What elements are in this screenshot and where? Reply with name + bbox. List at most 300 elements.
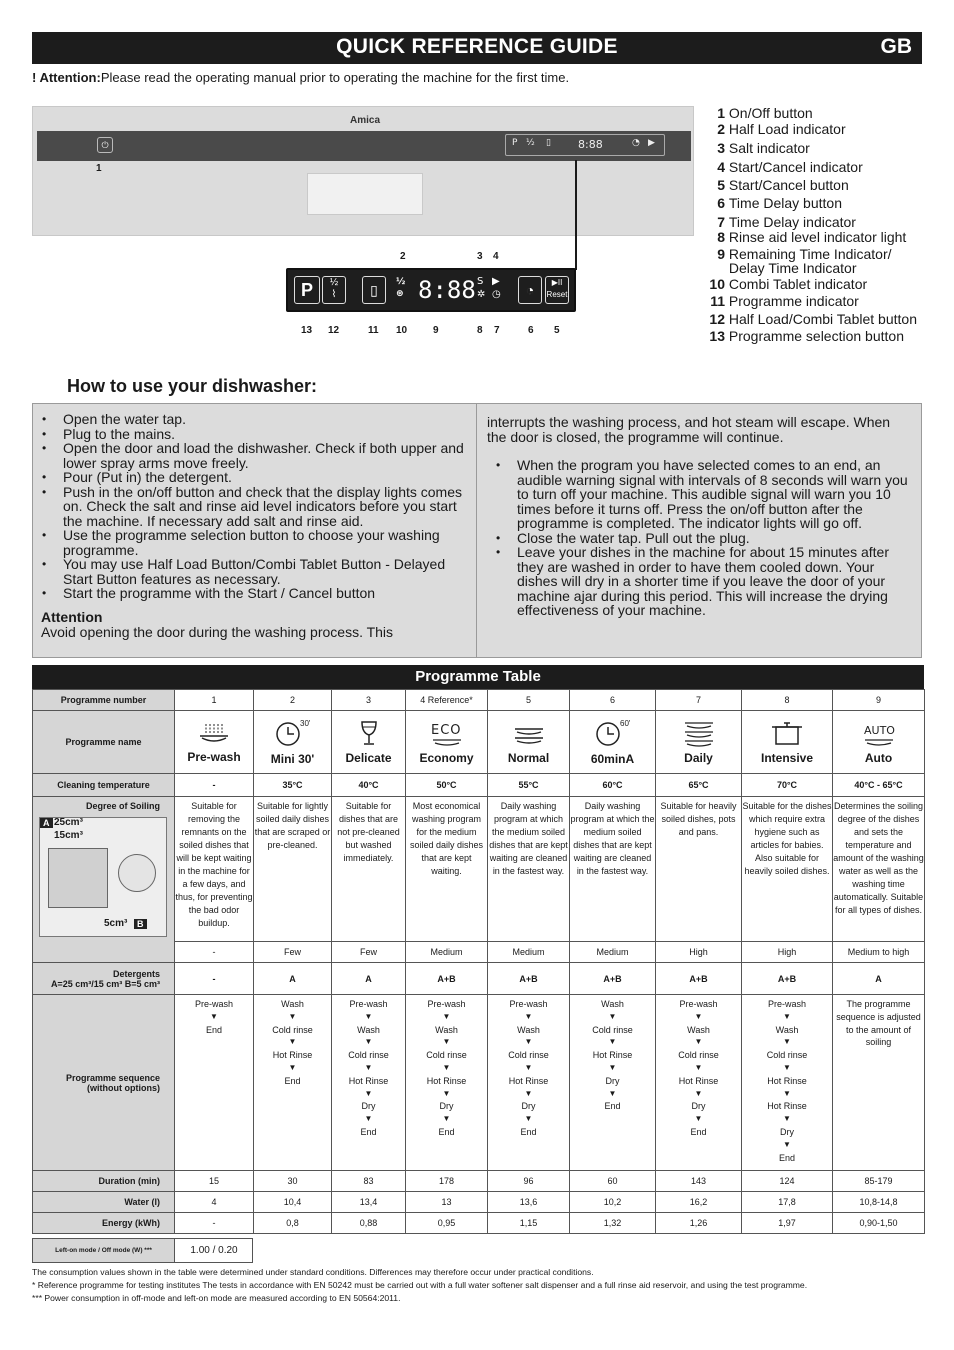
- programme-number: 8: [742, 690, 833, 711]
- programme-name: 60minA: [590, 752, 635, 766]
- soiling-label-cell: [33, 797, 175, 963]
- callout-4: 4: [493, 251, 499, 262]
- prewash-icon: [197, 720, 231, 746]
- duration-value: 124: [742, 1171, 833, 1192]
- water-value: 4: [175, 1192, 254, 1213]
- energy-value: 1,26: [656, 1213, 742, 1234]
- row-label: Duration (min): [33, 1171, 175, 1192]
- left-on-mode-box: [32, 1238, 253, 1263]
- sequence-arrow: ▼: [524, 1011, 533, 1021]
- dispenser-a-15: 15cm³: [54, 830, 83, 841]
- programme-sequence: [488, 995, 570, 1171]
- list-item: • Close the water tap. Pull out the plug.: [487, 531, 909, 546]
- sequence-step: Wash: [357, 1024, 380, 1035]
- footnote: * Reference programme for testing institutes The tests in accordance with EN 50242 must be carried out with a full water softener salt dispenser and a full rinse aid reservoir, and using the test programme.: [32, 1280, 808, 1290]
- auto-icon: [859, 719, 899, 747]
- programme-sequence: [332, 995, 406, 1171]
- soiling-level: Few: [332, 942, 406, 963]
- energy-value: 0,90-1,50: [833, 1213, 925, 1234]
- temperature-value: 65°C: [656, 774, 742, 797]
- sequence-arrow: ▼: [694, 1011, 703, 1021]
- programme-sequence: [570, 995, 656, 1171]
- brand-logo: Amica: [350, 115, 381, 126]
- programme-name: Normal: [507, 751, 550, 765]
- water-value: 13,6: [488, 1192, 570, 1213]
- eco-icon: [427, 719, 467, 747]
- salt-rinse-indicator-icon: S ✲: [477, 276, 486, 300]
- row-soiling-description: [33, 797, 925, 942]
- howto-heading: How to use your dishwasher:: [67, 376, 318, 396]
- programme-name-cell: [570, 711, 656, 774]
- daily-icon: [681, 719, 717, 747]
- soiling-description: Suitable for heavily soiled dishes, pots and pans.: [656, 797, 742, 942]
- programme-number: 1: [175, 690, 254, 711]
- soiling-level: Medium to high: [833, 942, 925, 963]
- sequence-arrow: ▼: [364, 1011, 373, 1021]
- programme-table: [32, 689, 925, 1234]
- programme-indicator: ▯: [362, 276, 386, 304]
- sequence-step: Dry: [521, 1101, 536, 1112]
- list-item: • Open the door and load the dishwasher. Check if both upper and lower spray arms move freely.: [33, 441, 468, 470]
- half-load-button: ½ ⌇: [322, 276, 346, 304]
- programme-number: 9: [833, 690, 925, 711]
- sequence-step: Hot Rinse: [592, 1050, 633, 1061]
- sequence-step: Wash: [517, 1024, 540, 1035]
- list-item: • Use the programme selection button to choose your washing programme.: [33, 528, 468, 557]
- detergent-value: A: [833, 963, 925, 995]
- left-on-mode-label: Left-on mode / Off mode (W) ***: [33, 1239, 175, 1262]
- legend-item: 3 Salt indicator: [717, 140, 810, 156]
- leader-line: [575, 160, 577, 270]
- callout-10: 10: [396, 325, 408, 336]
- row-detergents: [33, 963, 925, 995]
- programme-number: 5: [488, 690, 570, 711]
- duration-value: 15: [175, 1171, 254, 1192]
- control-panel-zoom: [286, 268, 576, 312]
- detergent-value: -: [175, 963, 254, 995]
- programme-name-cell: [833, 711, 925, 774]
- sequence-step: End: [284, 1075, 301, 1086]
- legend-item: 9 Remaining Time Indicator/ Delay Time Indicator: [717, 246, 892, 276]
- energy-value: 0,8: [254, 1213, 332, 1234]
- duration-value: 60: [570, 1171, 656, 1192]
- sequence-arrow: ▼: [442, 1037, 451, 1047]
- soiling-description: Daily washing program at which the medium soiled dishes that are kept waiting are cleaned in the fastest way.: [488, 797, 570, 942]
- sequence-step: Wash: [435, 1024, 458, 1035]
- water-value: 13: [406, 1192, 488, 1213]
- sequence-step: Hot Rinse: [348, 1075, 389, 1086]
- programme-number: 2: [254, 690, 332, 711]
- sequence-step: Pre-wash: [509, 999, 548, 1009]
- callout-1: 1: [96, 163, 102, 174]
- programme-name: Daily: [684, 751, 713, 765]
- list-item: • Pour (Put in) the detergent.: [33, 470, 468, 485]
- water-value: 10,2: [570, 1192, 656, 1213]
- legend-item: 13 Programme selection button: [709, 328, 904, 344]
- sequence-arrow: ▼: [608, 1088, 617, 1098]
- row-programme-sequence: [33, 995, 925, 1171]
- attention-heading: Attention: [41, 608, 103, 625]
- eco-label: ECO: [430, 723, 462, 738]
- duration-value: 83: [332, 1171, 406, 1192]
- duration-value: 178: [406, 1171, 488, 1192]
- list-item: • Leave your dishes in the machine for about 15 minutes after they are washed in order to have them cooled down. Your dishes will dry in a shorter time if you leave the door of your machine ajar during this period. This will increase the drying effectiveness of your machine.: [487, 545, 909, 618]
- programme-p-icon: P: [512, 138, 518, 148]
- sequence-arrow: ▼: [524, 1037, 533, 1047]
- temperature-value: 40°C: [332, 774, 406, 797]
- temperature-value: 55°C: [488, 774, 570, 797]
- programme-sequence: [656, 995, 742, 1171]
- programme-sequence: [833, 995, 925, 1171]
- soiling-description: Suitable for dishes that are not pre-cleaned but washed immediately.: [332, 797, 406, 942]
- footnote: *** Power consumption in off-mode and left-on mode are measured according to EN 50564:2011.: [32, 1293, 401, 1303]
- legend-item: 7 Time Delay indicator: [717, 214, 856, 230]
- row-programme-number: [33, 690, 925, 711]
- legend-item: 12 Half Load/Combi Tablet button: [709, 311, 917, 327]
- sequence-step: Dry: [605, 1075, 620, 1086]
- time-display: 8:88: [418, 276, 476, 304]
- programme-sequence: [742, 995, 833, 1171]
- sequence-arrow: ▼: [364, 1088, 373, 1098]
- programme-number: 6: [570, 690, 656, 711]
- normal-icon: [511, 719, 547, 747]
- howto-left-column: [33, 404, 477, 657]
- sequence-step: End: [690, 1126, 707, 1137]
- howto-right-column: [477, 404, 921, 657]
- sequence-arrow: ▼: [524, 1088, 533, 1098]
- energy-value: 1,15: [488, 1213, 570, 1234]
- door-handle: [307, 173, 423, 215]
- dispenser-b-5: 5cm³: [104, 918, 128, 929]
- energy-value: 0,95: [406, 1213, 488, 1234]
- sequence-step: Dry: [780, 1126, 794, 1137]
- temperature-value: 70°C: [742, 774, 833, 797]
- soiling-description: Determines the soiling degree of the dishes and sets the temperature and amount of the washing water as well as the washing time automatically. Suitable for all types of dishes.: [833, 797, 925, 942]
- sequence-step: Cold rinse: [592, 1024, 633, 1035]
- howto-end-list: [487, 458, 909, 618]
- sequence-step: Wash: [687, 1024, 710, 1035]
- sequence-label-cell: [33, 995, 175, 1171]
- list-item: • When the program you have selected comes to an end, an audible warning signal with intervals of 8 seconds will warn you to turn off your machine. This audible signal will warn you 10 times before it turns off. Press the on/off button after the programme is completed. The indicator lights will go off.: [487, 458, 909, 531]
- half-load-icon: ½: [526, 138, 535, 148]
- row-label: Programme number: [33, 690, 175, 711]
- water-value: 10,8-14,8: [833, 1192, 925, 1213]
- programme-name-cell: [406, 711, 488, 774]
- language-code: GB: [880, 35, 912, 58]
- sequence-step: Hot Rinse: [767, 1101, 807, 1112]
- delay-icon: ◔: [632, 138, 640, 148]
- sequence-arrow: ▼: [783, 1139, 791, 1149]
- reset-label: Reset: [546, 290, 568, 299]
- callout-8: 8: [477, 325, 483, 336]
- duration-value: 85-179: [833, 1171, 925, 1192]
- mini-30-label: 30': [299, 719, 310, 728]
- sequence-arrow: ▼: [210, 1011, 218, 1021]
- temperature-value: 40°C - 65°C: [833, 774, 925, 797]
- detergent-value: A+B: [742, 963, 833, 995]
- sequence-arrow: ▼: [694, 1114, 703, 1124]
- list-item: • Open the water tap.: [33, 412, 468, 427]
- rinse-aid-cap: [118, 854, 156, 892]
- dispenser-compartment-a: [48, 848, 108, 908]
- callout-7: 7: [494, 325, 500, 336]
- sequence-step: Pre-wash: [767, 999, 806, 1009]
- legend-item: 10 Combi Tablet indicator: [709, 276, 868, 292]
- legend-item: 5 Start/Cancel button: [717, 177, 849, 193]
- page-title: QUICK REFERENCE GUIDE: [336, 35, 618, 58]
- programme-number: 4 Reference*: [406, 690, 488, 711]
- sequence-step: Dry: [439, 1101, 454, 1112]
- start-delay-indicator-icon: ▶ ◷: [492, 276, 501, 300]
- sequence-step: Dry: [361, 1101, 376, 1112]
- pot-icon: [770, 719, 804, 747]
- programme-sequence: [254, 995, 332, 1171]
- programme-name: Pre-wash: [187, 750, 241, 764]
- sixty-label: 60': [619, 719, 630, 728]
- row-label-detail: A=25 cm³/15 cm³ B=5 cm³: [50, 978, 160, 989]
- row-label: Detergents: [112, 968, 160, 979]
- programme-table-title: Programme Table: [32, 665, 924, 689]
- mini-time-display: 8:88: [578, 138, 603, 151]
- sequence-step: End: [438, 1126, 455, 1137]
- row-label: Programme name: [33, 711, 175, 774]
- howto-panel: [32, 403, 922, 658]
- sequence-arrow: ▼: [524, 1062, 533, 1072]
- sequence-step: Wash: [281, 999, 304, 1009]
- row-label: Degree of Soiling: [85, 801, 160, 811]
- attention-text: Please read the operating manual prior to operating the machine for the first time.: [100, 70, 570, 85]
- sequence-step: Wash: [775, 1024, 799, 1035]
- row-label-detail: (without options): [87, 1082, 160, 1093]
- energy-value: 1,32: [570, 1213, 656, 1234]
- legend-item: 6 Time Delay button: [717, 195, 842, 211]
- sequence-arrow: ▼: [608, 1062, 617, 1072]
- sequence-arrow: ▼: [288, 1011, 297, 1021]
- soiling-level: Medium: [406, 942, 488, 963]
- temperature-value: -: [175, 774, 254, 797]
- footnote: The consumption values shown in the table were determined under standard conditions. Differences may therefore occur under practical conditions.: [32, 1267, 594, 1277]
- programme-name-cell: [175, 711, 254, 774]
- title-bar: [32, 32, 922, 64]
- dispenser-b-badge: B: [134, 919, 147, 929]
- soiling-description: Suitable for lightly soiled daily dishes that are scraped or pre-cleaned.: [254, 797, 332, 942]
- list-item: • You may use Half Load Button/Combi Tablet Button - Delayed Start Button features as necessary.: [33, 557, 468, 586]
- power-button-icon: ⏻: [97, 137, 113, 153]
- mini-30-icon: [273, 718, 313, 748]
- programme-name: Auto: [864, 751, 893, 765]
- sequence-arrow: ▼: [783, 1037, 791, 1047]
- mini-display-panel: [505, 134, 665, 156]
- temperature-value: 35°C: [254, 774, 332, 797]
- callout-12: 12: [328, 325, 340, 336]
- sequence-step: Dry: [691, 1101, 706, 1112]
- temperature-value: 50°C: [406, 774, 488, 797]
- sequence-arrow: ▼: [288, 1062, 297, 1072]
- sequence-step: End: [360, 1126, 377, 1137]
- callout-5: 5: [554, 325, 560, 336]
- sequence-step: Wash: [601, 999, 624, 1009]
- soiling-description: Suitable for the dishes which require extra hygiene such as articles for babies. Also suitable for heavily soiled dishes.: [742, 797, 833, 942]
- list-item: • Start the programme with the Start / Cancel button: [33, 586, 468, 601]
- sequence-step: Pre-wash: [349, 999, 388, 1009]
- start-cancel-button: ▶II Reset: [545, 276, 569, 304]
- sequence-arrow: ▼: [442, 1114, 451, 1124]
- legend-item: 4 Start/Cancel indicator: [717, 159, 863, 175]
- left-on-mode-value: 1.00 / 0.20: [190, 1245, 238, 1256]
- sequence-step: Hot Rinse: [426, 1075, 467, 1086]
- callout-2: 2: [400, 251, 406, 262]
- soiling-level: High: [656, 942, 742, 963]
- row-label: Cleaning temperature: [33, 774, 175, 797]
- sequence-arrow: ▼: [783, 1088, 791, 1098]
- soiling-level: Medium: [488, 942, 570, 963]
- sequence-arrow: ▼: [364, 1114, 373, 1124]
- programme-sequence: [175, 995, 254, 1171]
- callout-9: 9: [433, 325, 439, 336]
- callout-6: 6: [528, 325, 534, 336]
- detergent-value: A+B: [488, 963, 570, 995]
- legend-item: 1 On/Off button: [717, 105, 813, 121]
- sequence-step: Hot Rinse: [272, 1050, 313, 1061]
- attention-continued: interrupts the washing process, and hot steam will escape. When the door is closed, the programme will continue.: [487, 414, 891, 445]
- sequence-step: Cold rinse: [766, 1050, 808, 1061]
- duration-value: 96: [488, 1171, 570, 1192]
- energy-value: 0,88: [332, 1213, 406, 1234]
- sequence-arrow: ▼: [524, 1114, 533, 1124]
- dishwasher-front-illustration: [32, 106, 694, 236]
- sequence-step: Pre-wash: [679, 999, 718, 1009]
- duration-value: 143: [656, 1171, 742, 1192]
- row-energy: [33, 1213, 925, 1234]
- sequence-step: End: [778, 1152, 795, 1163]
- energy-value: -: [175, 1213, 254, 1234]
- row-duration: [33, 1171, 925, 1192]
- legend-item: 2 Half Load indicator: [717, 121, 846, 137]
- water-value: 10,4: [254, 1192, 332, 1213]
- sequence-step: Hot Rinse: [508, 1075, 549, 1086]
- sequence-arrow: ▼: [608, 1011, 617, 1021]
- detergent-dispenser-illustration: [39, 817, 167, 937]
- soiling-description: Most economical washing program for the medium soiled daily dishes that are kept waiting.: [406, 797, 488, 942]
- sequence-arrow: ▼: [288, 1037, 297, 1047]
- sequence-step: Hot Rinse: [678, 1075, 719, 1086]
- water-value: 16,2: [656, 1192, 742, 1213]
- programme-name-cell: [742, 711, 833, 774]
- row-label: Programme sequence: [65, 1072, 160, 1083]
- sequence-arrow: ▼: [694, 1037, 703, 1047]
- soiling-description: Daily washing program at which the medium soiled dishes that are kept waiting are cleaned in the fastest way.: [570, 797, 656, 942]
- sequence-step: Cold rinse: [678, 1050, 719, 1061]
- callout-3: 3: [477, 251, 483, 262]
- sequence-step: Cold rinse: [426, 1050, 467, 1061]
- sequence-step: Cold rinse: [348, 1050, 389, 1061]
- sequence-arrow: ▼: [608, 1037, 617, 1047]
- auto-label: AUTO: [863, 724, 895, 737]
- sequence-step: The programme sequence is adjusted to the amount of soiling: [836, 999, 921, 1048]
- programme-name: Economy: [419, 751, 474, 765]
- footnotes: [32, 1266, 922, 1305]
- detergent-value: A: [254, 963, 332, 995]
- detergent-value: A+B: [406, 963, 488, 995]
- row-label: Water (l): [33, 1192, 175, 1213]
- legend-item: 11 Programme indicator: [710, 293, 859, 309]
- programme-name-cell: [488, 711, 570, 774]
- control-strip: [37, 131, 691, 161]
- attention-notice: [32, 70, 569, 85]
- soiling-description: Suitable for removing the remnants on the soiled dishes that will be kept waiting in the machine for a few days, and thus, for preventing the bad odor buildup.: [175, 797, 254, 942]
- sequence-step: Cold rinse: [508, 1050, 549, 1061]
- attention-body: Avoid opening the door during the washing process. This: [41, 623, 394, 640]
- time-delay-button: ◔: [518, 276, 542, 304]
- start-icon: ▶: [648, 138, 655, 148]
- sequence-arrow: ▼: [783, 1062, 791, 1072]
- half-load-indicator-icon: ½ ⊛: [396, 277, 406, 299]
- list-item: • Push in the on/off button and check that the display lights comes on. Check the salt and rinse aid level indicators before you start the machine. If necessary add salt and rinse aid.: [33, 485, 468, 529]
- list-item: • Plug to the mains.: [33, 427, 468, 442]
- dispenser-a-25: 25cm³: [54, 817, 83, 828]
- row-label: Energy (kWh): [33, 1213, 175, 1234]
- sequence-arrow: ▼: [442, 1088, 451, 1098]
- attention-label: ! Attention:: [32, 70, 101, 85]
- programme-digit-icon: ▯: [546, 138, 551, 148]
- callout-13: 13: [301, 325, 313, 336]
- detergent-value: A+B: [570, 963, 656, 995]
- programme-number: 3: [332, 690, 406, 711]
- water-value: 13,4: [332, 1192, 406, 1213]
- sequence-arrow: ▼: [364, 1062, 373, 1072]
- duration-value: 30: [254, 1171, 332, 1192]
- sequence-step: Cold rinse: [272, 1024, 313, 1035]
- sequence-arrow: ▼: [783, 1011, 791, 1021]
- soiling-level: High: [742, 942, 833, 963]
- sequence-arrow: ▼: [442, 1011, 451, 1021]
- legend-item: 8 Rinse aid level indicator light: [717, 229, 907, 245]
- howto-steps-list: [33, 412, 468, 601]
- energy-value: 1,97: [742, 1213, 833, 1234]
- programme-name: Mini 30': [270, 752, 315, 766]
- programme-name-cell: [332, 711, 406, 774]
- sequence-step: End: [520, 1126, 537, 1137]
- programme-name-cell: [656, 711, 742, 774]
- programme-table-section: [32, 665, 924, 1234]
- row-programme-name: [33, 711, 925, 774]
- sequence-step: Pre-wash: [194, 999, 233, 1009]
- sequence-arrow: ▼: [364, 1037, 373, 1047]
- soiling-level: Medium: [570, 942, 656, 963]
- sequence-step: Pre-wash: [427, 999, 466, 1009]
- detergent-value: A: [332, 963, 406, 995]
- sequence-arrow: ▼: [442, 1062, 451, 1072]
- detergent-value: A+B: [656, 963, 742, 995]
- soiling-level: -: [175, 942, 254, 963]
- glass-icon: [357, 719, 381, 747]
- programme-number: 7: [656, 690, 742, 711]
- sequence-step: Hot Rinse: [767, 1075, 807, 1086]
- sequence-step: End: [205, 1024, 222, 1035]
- soiling-level: Few: [254, 942, 332, 963]
- programme-name-cell: [254, 711, 332, 774]
- callout-11: 11: [368, 325, 379, 336]
- row-water: [33, 1192, 925, 1213]
- programme-name: Intensive: [760, 751, 814, 765]
- programme-sequence: [406, 995, 488, 1171]
- programme-selection-button: P: [294, 276, 320, 304]
- detergents-label-cell: [33, 963, 175, 995]
- row-temperature: [33, 774, 925, 797]
- sequence-step: End: [604, 1101, 621, 1112]
- dispenser-a-badge: A: [40, 818, 53, 828]
- temperature-value: 60°C: [570, 774, 656, 797]
